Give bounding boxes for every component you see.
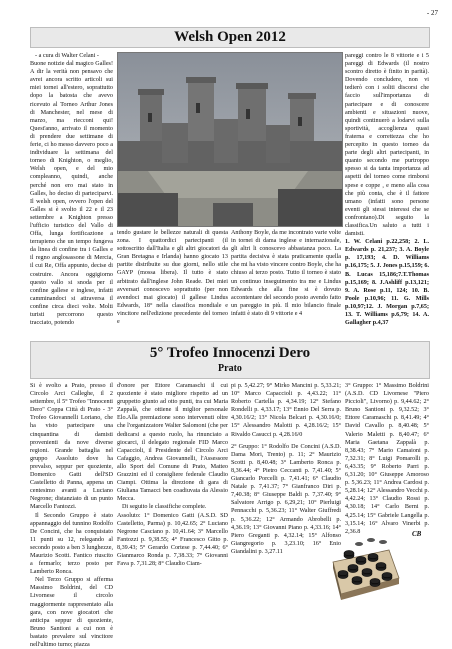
results-gruppo-2: 2° Gruppo: 1° Rodolfo De Concini (A.S.D. Dama Mori, Trento) p. 11; 2° Maurizio Scotti p. 8,40.48; 3° Lamberto Ronca p. 8,36.44; 4° Pietro Ceccanti p. 7,41.40; 5° Giancarlo Porcelli p. 7,41.41; 6° Claudio Natale p. 7,41.37; 7° Gianfranco Diri p. 7,40.38; 8° Giuseppe Baldi p. 7,37.40; 9° Salvatore Arrigo p. 6,29,21; 10° Pierluigi Pennacchi p. 5,36.23; 11° Walter Giuffredi p. 5,36.22; 12° Armando Abrobelli p. 4,36.19; 13° Giovanni Piano p. 4,33.16; 14° Piero Greganti p. 4,32.14; 15° Alfonso Giangregorio p. 3,23.10; 16° Enio Giandalini p. 3,27.11 [231,443,341,555]
article-paragraph: tendo gustare le bellezze naturali di questa zona. I quattordici partecipanti (il sottoscritto dall'Italia e gli altri giocatori da Gran Bretagna e Irlanda) hanno giocato 13 partite distribuite su due giorni, nello stile GAYP (mossa libera). Il tutto è stato arbitrato dall'inglese John Reade. Dei miei avversari conoscevo soprattutto (per non avendoci mai giocato) il gallese Lindus Edwards, 18° nella classifica mondiale e vincitore nell'edizione precedente del torneo e [117,230,228,326]
page-number: - 27 [426,9,438,17]
article-column-3 [231,229,341,339]
article-paragraph: Buone notizie dal magico Galles! A dir la verità non pensavo che avrei ancora scritto articoli sui miei tornei all'estero, soprattutto dopo la batosta che avevo ricevuto al Torneo Arthur Jones di Manchester, nel mese di marzo, ma riecconi qui! Quest'anno, arrivato il momento di prendere due settimane di ferie, ci ho messo davvero poco a individuare la settimana del torneo di Knighton, o meglio, Welsh open, e del mio compleanno, quindi, anche perché non ero mai stato in Galles, ho deciso di parteciparvi. Il welsh open, ovvero l'open del Galles si è svolto il 22 e il 23 settembre a Knighton presso l'ufficio turistico del Vallo di Offa, lunga fortificazione a terrapieno che un tempo fungeva da linea di confine tra i Galles e il regno anglosassone di Mercia, il cui Re, Offa appunto, decise di costruire. Ancora oggigiorno questo vallo si snoda per il confine gallese e inglese, infatti camminandoci si attraversa il confine circa dieci volte. Molti turisti percorrono questo tracciato, potendo [30,61,113,327]
trofeo-column-1 [30,382,113,648]
results-assoluto: Assoluto: 1° Domenico Gatti (A.S.D. SD Castelletto, Parma) p. 10,42.65; 2° Luciano Negrone Casciano p. 10,41.64; 3° Marcello Fantozzi p. 9,38.55; 4° Francesco Gitto p. 8,39.43; 5° Gerardo Cortese p. 7,44.40; 6° Gianmarco Ronda p. 7,38.33; 7° Giovanni Fava p. 7,31.28; 8° Claudio Ciam- [117,512,228,568]
trofeo-title: 5° Trofeo Innocenzi Dero [149,345,311,361]
trofeo-column-3 [231,382,341,632]
article-column-4 [345,52,429,338]
article-paragraph: d'onore per Ettore Caramaschi il cui quoziente è stato migliore rispetto ad un gruppetto giunto ad otto punti, tra cui Maria Zappalà, che ottiene il miglior personale Elo.Alla premiazione sono intervenuti oltre che l'organizzatore Walter Salomoni (che per dedicarsi a questo ruolo, ha rinunciato a giocarci, il delegato regionale FID Marco Capaccioli, il Presidente del Circolo Arci Cafaggio, Andrea Giovannelli, l'Assessore allo Sport del Comune di Prato, Matteo Grazzini ed il consigliere federale Claudio Ciampi. Ottima la direzione di gara di Giuliana Tamacci ben coadiuvata da Alessio Mecca. [117,383,228,503]
article-paragraph: Nel Terzo Gruppo si afferma Massimo Boldrini, del CD Livornese il circolo maggiormente rappresentato alla gara, con nove giocatori che anticipa seppur di quoziente, Bruno Santioni a cui non è bastato prevalere sul vincitore nell'ultimo turno; piazza [30,577,113,648]
castle-photo [117,52,343,227]
article-paragraph: Di seguito le classifiche complete. [122,504,207,511]
castle-photo-image [118,53,342,226]
results-gruppo-3: 3° Gruppo: 1° Massimo Boldrini (A.S.D. CD Livornese "Piero Piccioli", Livorno) p. 9,44.62; 2° Bruno Santioni p. 9,32.52; 3° Ettore Caramaschi p. 8,41.49; 4° David Cavallo p. 8,40.48; 5° Valerio Maletti p. 8,40.47; 6° Maria Gaetana Zappalà p. 8,38.43; 7° Mario Camaioni p. 7,32.31; 8° Luigi Pomarolli p. 6,43.35; 9° Roberto Parri p. 6,31.20; 10° Giuseppe Amoroso p. 5,36.23; 11° Andrea Cardosi p. 5,28.14; 12° Alessandro Vecchi p. 4,42.24; 13° Claudio Rossi p. 4,30.18; 14° Carlo Berni p. 4,25.14; 15° Gabriele Langella p. 3,15.14; 16° Alvaro Vinerbi p. 2,36.8 [345,383,429,535]
article-column-1 [30,52,113,338]
article-paragraph: Anthony Boyle, da me incontrato varie volte in tornei di dama inglese e internazionale, gli altri li conoscevo abbastanza poco. La partita decisiva è stata praticamente quella che mi ha visto vincere contro Boyle, che ha chiuso al terzo posto. Tutto il torneo è stato un continuo inseguimento tra me e Lindus Edwards che alla fine si è dovuto accontentare del secondo posto avendo fatto un pareggio in più. Il mio bilancio finale infatti è stato di 9 vittorie e 4 [231,230,341,317]
article-paragraph: Il Secondo Gruppo è stato appannaggio del tunnino Rodolfo De Concini, che ha conquistato 11 punti su 12, relegando al secondo posto a ben 3 lunghezze, Maurizio Scotti. Fantico riuscito a fermarlo; terzo posto per Lamberto Ronca. [30,512,113,576]
article-column-2 [117,229,228,339]
article-paragraph: pareggi contro le 8 vittorie e i 5 pareggi di Edwards (il nostro scontro diretto è finito in parità). Dovendo concludere, non vi tedierò con i soliti discorsi che faccio sull'importanza di partecipare e di conoscere ambienti e situazioni nuove, quindi continuerò a lodarvi sulla sportività, accoglienza quasi fraterna e correttezza che ho percepito in questo torneo da parte degli altri partecipanti, in quanto secondo me purtroppo spesso si da tanta importanza ad aspetti del torneo come rimborsi spese e coppe , e meno alla cosa che più conta, che è il fattore umano (infatti sono persone eventi gli stessi interessi che se confrontano).Di seguito la classifica.Un saluto a tutti i damisti. [345,53,429,238]
article-paragraph: Si è svolto a Prato, presso il Circolo Arci Calleghe, il 2 settembre, il 5° Trofeo "Innocenti Dero" Coppa Città di Prato - 3° Trofeo Giovannelli Loriano, che ha visto partecipare una cinquantina di damisti provenienti da nove diverse regioni. Grande battaglia nel gruppo Assoluto dove ha prevalso, seppur per quoziente, Domenico Gatti dell'SD Castelletto di Panna, appena un centesimo avanti a Luciano Negrone; distanziato di un punto Marcello Fantozzi. [30,383,113,511]
author-line: - a cura di Walter Celani - [35,52,99,59]
section-header-welsh-open: Welsh Open 2012 [30,27,430,48]
signature: CB [412,530,422,538]
welsh-ranking: 1. W. Celani p.22,258; 2. L. Edwards p. 21,237; 3. A. Boyle p. 17,193; 4. D. Williams p.16,175; 5. J. Jones p.15,159; 6. B. Lucas 15,186;7.T.Thomas p.15,169; 8. J.Ashliff p.13,121; 9. A. Rose p.11, 124; 10. B. Poole p.10,96; 11. G. Mills p.10,97;12. J. Morgan p.7,65; 13. T. Williams p.6,79; 14. A. Gallagher p.4,37 [345,239,429,327]
trofeo-column-2 [117,382,228,632]
checkers-board-illustration [329,532,401,622]
section-header-trofeo [30,341,430,379]
results-assoluto-cont: pi p. 5,42.27; 9° Mirko Mancini p. 5,33.21; 10° Marco Capaccioli p. 4,43.22; 11° Roberto Cartella p. 4,34.19; 12° Stefano Rondelli p. 4,33.17; 13° Ennio Del Serra p. 4,30.16/2; 13° Nicola Belcari p. 4,30.16/0; 15° Alessandro Malotti p. 4,28.16/2; 15° Rivaldo Casucci p. 4,28.16/0 [231,383,341,438]
trofeo-location: Prato [218,363,242,374]
